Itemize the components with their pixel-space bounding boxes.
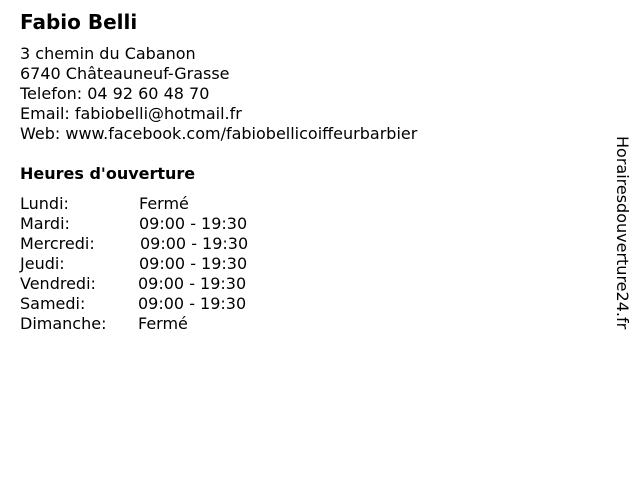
time-value: Fermé [139, 194, 189, 213]
hours-row-vendredi [20, 274, 320, 294]
city-address: 6740 Châteauneuf-Grasse [20, 64, 230, 83]
hours-heading: Heures d'ouverture [20, 164, 196, 183]
day-label: Mercredi: [20, 234, 95, 253]
email-address: Email: fabiobelli@hotmail.fr [20, 104, 242, 123]
hours-row-samedi [20, 294, 320, 314]
hours-row-dimanche [20, 314, 320, 334]
hours-row-mercredi [20, 234, 320, 254]
time-value: Fermé [138, 314, 188, 333]
site-watermark-label: Horairesdouverture24.fr [613, 136, 632, 330]
hours-row-mardi [20, 214, 320, 234]
day-label: Mardi: [20, 214, 70, 233]
day-label: Jeudi: [20, 254, 65, 273]
day-label: Samedi: [20, 294, 86, 313]
opening-hours-table [20, 194, 320, 334]
time-value: 09:00 - 19:30 [139, 214, 248, 233]
time-value: 09:00 - 19:30 [140, 234, 249, 253]
hours-row-jeudi [20, 254, 320, 274]
time-value: 09:00 - 19:30 [138, 294, 247, 313]
time-value: 09:00 - 19:30 [138, 274, 247, 293]
website: Web: www.facebook.com/fabiobellicoiffeurbarbier [20, 124, 418, 143]
contact-info [20, 44, 417, 144]
phone-number: Telefon: 04 92 60 48 70 [20, 84, 210, 103]
time-value: 09:00 - 19:30 [139, 254, 248, 273]
street-address: 3 chemin du Cabanon [20, 44, 196, 63]
business-name: Fabio Belli [20, 10, 138, 34]
day-label: Dimanche: [20, 314, 107, 333]
day-label: Lundi: [20, 194, 69, 213]
day-label: Vendredi: [20, 274, 96, 293]
hours-row-lundi [20, 194, 320, 214]
